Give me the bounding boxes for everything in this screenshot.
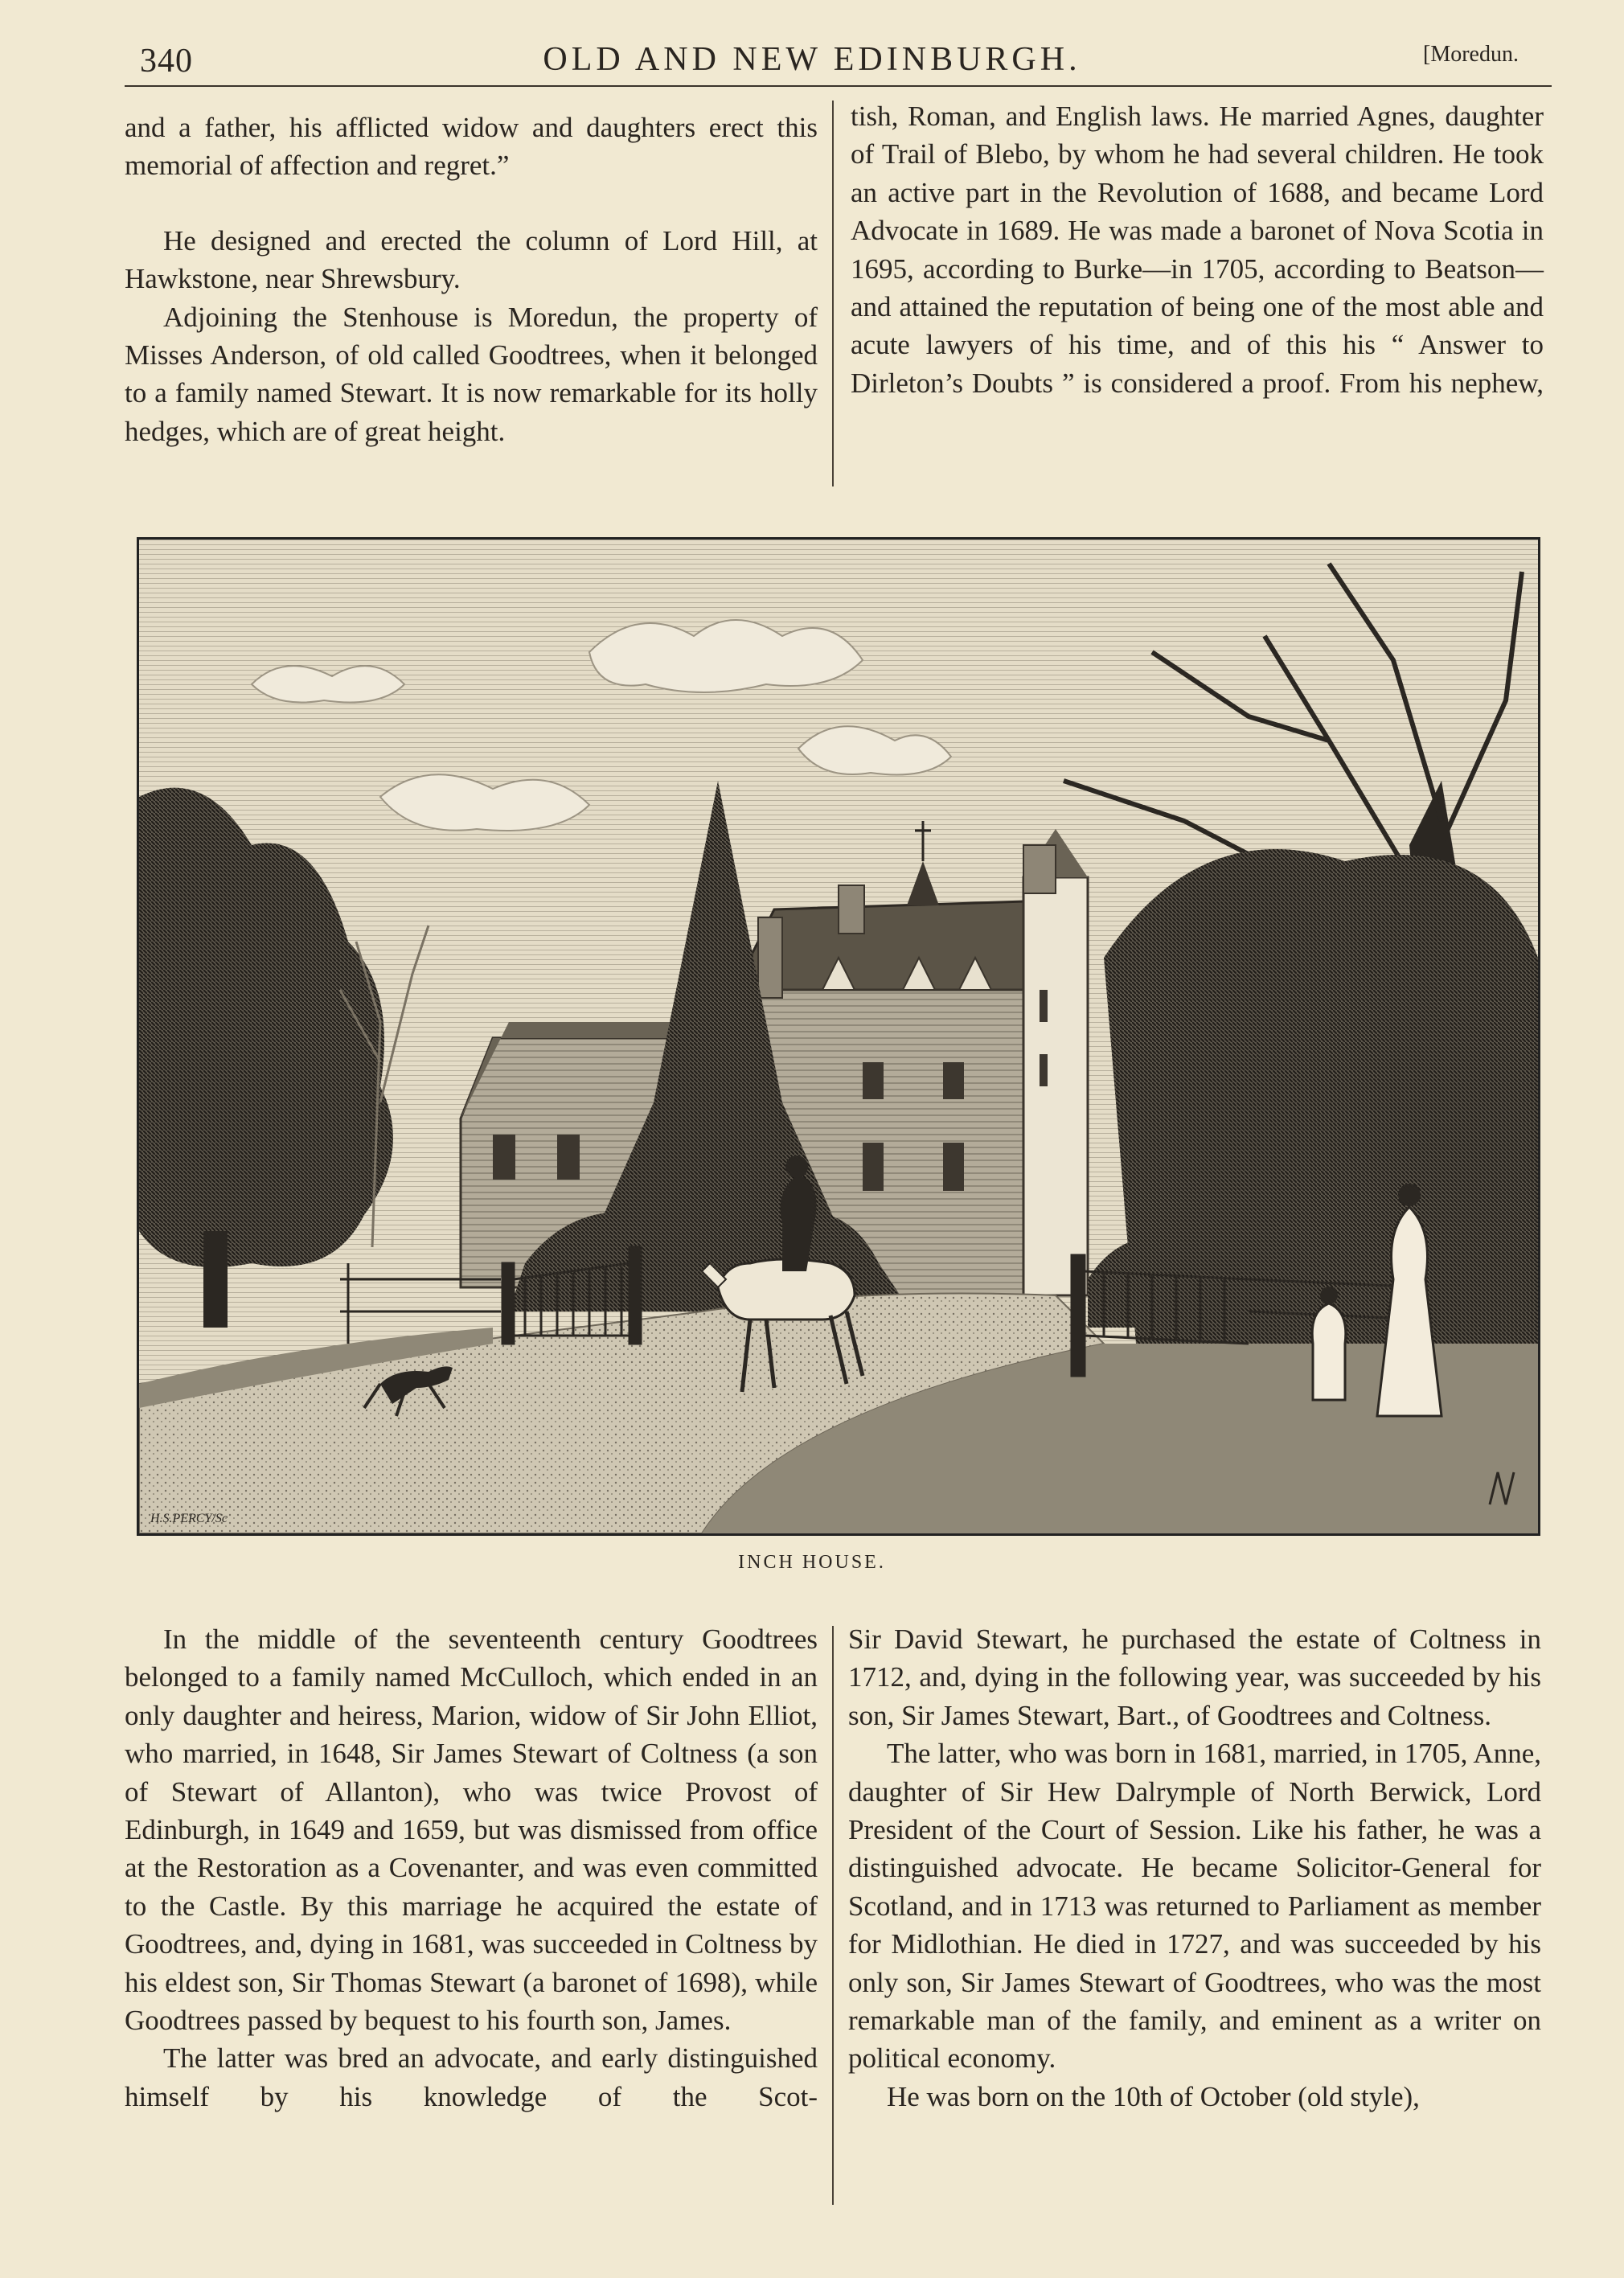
header-rule: [125, 85, 1552, 87]
top-right-column: [851, 97, 1544, 402]
engraving-drawing: [139, 540, 1538, 1533]
section-marker: [Moredun.: [1423, 42, 1519, 67]
paragraph: tish, Roman, and English laws. He married Agnes, daughter of Trail of Blebo, by whom he had several children. He took an active part in the Revolution of 1688, and became Lord Advocate in 1689. He was made a baronet of Nova Scotia in 1695, according to Burke—in 1705, according to Beatson—and attained the reputation of being one of the most able and acute lawyers of his time, and of this his “ Answer to Dirleton’s Doubts ” is considered a proof. From his nephew,: [851, 101, 1544, 399]
page-number: 340: [140, 43, 193, 80]
bottom-right-column: [848, 1620, 1541, 2116]
paragraph: Sir David Stewart, he purchased the estate of Coltness in 1712, and, dying in the following year, was succeeded by his son, Sir James Stewart, Bart., of Goodtrees and Coltness.: [848, 1623, 1541, 1731]
running-title: OLD AND NEW EDINBURGH.: [543, 41, 1081, 78]
engraver-signature: H.S.PERCY/Sc: [150, 1512, 228, 1525]
top-left-column: [125, 109, 818, 450]
column-divider: [832, 1626, 834, 2205]
paragraph: He was born on the 10th of October (old style),: [887, 2080, 1420, 2112]
column-divider: [832, 101, 834, 486]
bottom-left-column: [125, 1620, 818, 2116]
paragraph: Adjoining the Stenhouse is Moredun, the property of Misses Anderson, of old called Goodtrees, when it belonged to a family named Stewart. It is now remarkable for its holly hedges, which are of great height.: [125, 301, 818, 447]
paragraph: In the middle of the seventeenth century Goodtrees belonged to a family named McCulloch, which ended in an only daughter and heiress, Marion, widow of Sir John Elliot, who married, in 1648, Sir James Stewart of Coltness (a son of Stewart of Allanton), who was twice Provost of Edinburgh, in 1649 and 1659, but was dismissed from office at the Restoration as a Covenanter, and was even committed to the Castle. By this marriage he acquired the estate of Goodtrees, and, dying in 1681, was succeeded in Coltness by his eldest son, Sir Thomas Stewart (a baronet of 1698), while Goodtrees passed by bequest to his fourth son, James.: [125, 1623, 818, 2037]
paragraph: The latter was bred an advocate, and early distinguished himself by his knowledge of the Scot-: [125, 2042, 818, 2112]
inch-house-engraving: [137, 537, 1540, 1536]
paragraph: The latter, who was born in 1681, married, in 1705, Anne, daughter of Sir Hew Dalrymple of North Berwick, Lord President of the Court of Session. Like his father, he was a distinguished advocate. He became Solicitor-General for Scotland, and in 1713 was returned to Parliament as member for Midlothian. He died in 1727, and was succeeded by his only son, Sir James Stewart of Goodtrees, who was the most remarkable man of the family, and eminent as a writer on political economy.: [848, 1738, 1541, 2075]
figure-caption: INCH HOUSE.: [738, 1552, 886, 1573]
paragraph: and a father, his afflicted widow and daughters erect this memorial of affection and regret.”: [125, 112, 818, 182]
paragraph: He designed and erected the column of Lord Hill, at Hawkstone, near Shrewsbury.: [125, 224, 818, 295]
